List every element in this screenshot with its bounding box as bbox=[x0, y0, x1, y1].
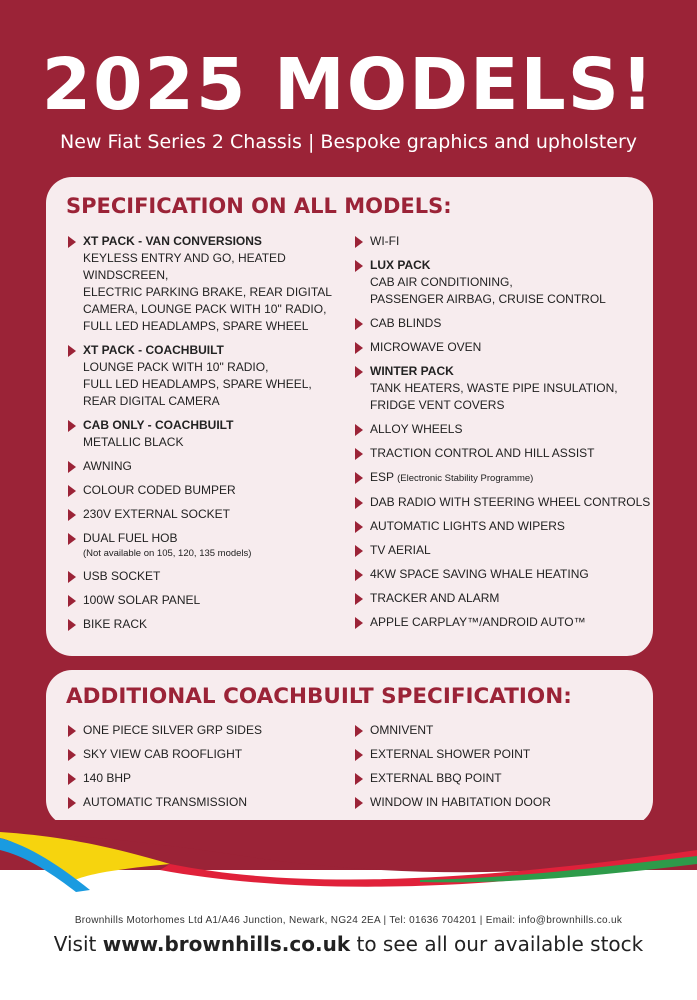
spec-item bbox=[353, 794, 625, 811]
spec-item-label bbox=[83, 616, 338, 633]
page-title: 2025 MODELS! bbox=[41, 43, 656, 126]
bullet-triangle-icon bbox=[68, 595, 76, 607]
spec-item-description: METALLIC BLACK bbox=[83, 435, 184, 449]
spec-item-label-text: WINTER PACK bbox=[370, 364, 454, 378]
spec-all-heading: SPECIFICATION ON ALL MODELS: bbox=[66, 194, 452, 218]
bullet-triangle-icon bbox=[355, 497, 363, 509]
spec-item-label-text: 230V EXTERNAL SOCKET bbox=[83, 507, 230, 521]
spec-item bbox=[66, 458, 338, 475]
spec-item bbox=[66, 417, 338, 451]
spec-item-label-text: EXTERNAL SHOWER POINT bbox=[370, 747, 531, 761]
spec-all-left-list bbox=[66, 233, 338, 640]
spec-item-label-text: OMNIVENT bbox=[370, 723, 434, 737]
bullet-triangle-icon bbox=[355, 366, 363, 378]
spec-all-right-list bbox=[353, 233, 651, 638]
spec-item-label bbox=[370, 494, 651, 511]
spec-item-label-text: CAB BLINDS bbox=[370, 316, 442, 330]
spec-item-label bbox=[83, 722, 338, 739]
spec-item-label-text: BIKE RACK bbox=[83, 617, 148, 631]
bullet-triangle-icon bbox=[355, 342, 363, 354]
spec-item-label bbox=[370, 339, 625, 356]
spec-item-label bbox=[370, 469, 625, 487]
spec-item-description: KEYLESS ENTRY AND GO, HEATED WINDSCREEN, ELECTRIC PARKING BRAKE, REAR DIGITAL CAMERA, LOUNGE PACK WITH 10" RADIO, FULL LED HEADLAMPS, SPARE WHEEL bbox=[83, 251, 332, 333]
spec-item-description: TANK HEATERS, WASTE PIPE INSULATION, FRIDGE VENT COVERS bbox=[370, 381, 618, 412]
spec-item-label-text: ALLOY WHEELS bbox=[370, 422, 463, 436]
spec-item-label bbox=[370, 315, 625, 332]
bullet-triangle-icon bbox=[355, 318, 363, 330]
coachbuilt-left-list bbox=[66, 722, 338, 818]
spec-item-label bbox=[370, 233, 625, 250]
spec-item-label-text: DUAL FUEL HOB bbox=[83, 531, 178, 545]
spec-item-label-text: WINDOW IN HABITATION DOOR bbox=[370, 795, 551, 809]
bullet-triangle-icon bbox=[68, 533, 76, 545]
spec-item bbox=[353, 542, 625, 559]
spec-item-label bbox=[370, 722, 625, 739]
spec-item-label bbox=[83, 233, 338, 250]
bullet-triangle-icon bbox=[68, 509, 76, 521]
spec-item bbox=[66, 530, 338, 561]
spec-item bbox=[66, 794, 338, 811]
spec-item bbox=[353, 494, 651, 511]
spec-item-label bbox=[370, 566, 625, 583]
spec-item bbox=[353, 566, 625, 583]
spec-item-label-text: 140 BHP bbox=[83, 771, 132, 785]
spec-item-label-text: MICROWAVE OVEN bbox=[370, 340, 482, 354]
spec-item-label bbox=[83, 770, 338, 787]
bullet-triangle-icon bbox=[355, 725, 363, 737]
spec-item-label-text: USB SOCKET bbox=[83, 569, 161, 583]
spec-item-label-text: TRACTION CONTROL AND HILL ASSIST bbox=[370, 446, 595, 460]
spec-item-label-text: APPLE CARPLAY™/ANDROID AUTO™ bbox=[370, 615, 586, 629]
spec-item-label-text: WI-FI bbox=[370, 234, 400, 248]
bullet-triangle-icon bbox=[355, 260, 363, 272]
bullet-triangle-icon bbox=[68, 619, 76, 631]
spec-item bbox=[353, 421, 625, 438]
spec-item-label-text: 4KW SPACE SAVING WHALE HEATING bbox=[370, 567, 589, 581]
bullet-triangle-icon bbox=[355, 593, 363, 605]
spec-item-label bbox=[83, 458, 338, 475]
spec-item bbox=[353, 590, 625, 607]
spec-item bbox=[353, 614, 625, 631]
spec-item bbox=[66, 482, 338, 499]
bullet-triangle-icon bbox=[355, 749, 363, 761]
bullet-triangle-icon bbox=[355, 545, 363, 557]
spec-item-label bbox=[370, 257, 625, 274]
spec-item-label-text: SKY VIEW CAB ROOFLIGHT bbox=[83, 747, 243, 761]
spec-item bbox=[353, 233, 625, 250]
spec-item-label-text: LUX PACK bbox=[370, 258, 431, 272]
spec-item-label-text: AUTOMATIC LIGHTS AND WIPERS bbox=[370, 519, 565, 533]
spec-item-label bbox=[370, 746, 625, 763]
bullet-triangle-icon bbox=[68, 749, 76, 761]
spec-item bbox=[353, 339, 625, 356]
spec-item-description: CAB AIR CONDITIONING, PASSENGER AIRBAG, CRUISE CONTROL bbox=[370, 275, 606, 306]
spec-item-label-text: 100W SOLAR PANEL bbox=[83, 593, 201, 607]
spec-item-label-text: XT PACK - COACHBUILT bbox=[83, 343, 224, 357]
spec-item-label-text: ONE PIECE SILVER GRP SIDES bbox=[83, 723, 262, 737]
spec-item-label bbox=[370, 614, 625, 631]
spec-item bbox=[66, 770, 338, 787]
spec-item bbox=[66, 568, 338, 585]
spec-item bbox=[353, 315, 625, 332]
bullet-triangle-icon bbox=[68, 236, 76, 248]
bullet-triangle-icon bbox=[68, 461, 76, 473]
spec-item-label bbox=[83, 794, 338, 811]
bullet-triangle-icon bbox=[355, 472, 363, 484]
spec-item-label bbox=[83, 592, 338, 609]
spec-item bbox=[66, 592, 338, 609]
coachbuilt-right-list bbox=[353, 722, 625, 818]
spec-item-label bbox=[83, 482, 338, 499]
spec-item-label bbox=[83, 530, 338, 547]
spec-item bbox=[353, 257, 625, 308]
bullet-triangle-icon bbox=[68, 797, 76, 809]
spec-item bbox=[66, 616, 338, 633]
coachbuilt-spec-card bbox=[46, 670, 653, 826]
spec-item bbox=[353, 518, 625, 535]
bullet-triangle-icon bbox=[68, 345, 76, 357]
spec-item-label-text: AUTOMATIC TRANSMISSION bbox=[83, 795, 248, 809]
spec-item-label bbox=[83, 506, 338, 523]
spec-item-note: (Electronic Stability Programme) bbox=[397, 473, 534, 484]
bullet-triangle-icon bbox=[68, 773, 76, 785]
decorative-wave bbox=[0, 820, 697, 900]
spec-item bbox=[66, 506, 338, 523]
footer-visit-prefix: Visit bbox=[53, 932, 97, 956]
spec-item-label bbox=[83, 746, 338, 763]
spec-item bbox=[353, 770, 625, 787]
spec-item-label bbox=[370, 770, 625, 787]
spec-item bbox=[353, 722, 625, 739]
bullet-triangle-icon bbox=[68, 420, 76, 432]
spec-item-label bbox=[370, 518, 625, 535]
spec-item-label bbox=[83, 342, 338, 359]
spec-item-label bbox=[370, 363, 625, 380]
spec-item bbox=[353, 445, 625, 462]
spec-item-label-text: EXTERNAL BBQ POINT bbox=[370, 771, 502, 785]
bullet-triangle-icon bbox=[355, 424, 363, 436]
spec-item bbox=[66, 722, 338, 739]
spec-all-models-card bbox=[46, 177, 653, 656]
bullet-triangle-icon bbox=[355, 773, 363, 785]
bullet-triangle-icon bbox=[355, 617, 363, 629]
spec-item-label bbox=[83, 417, 338, 434]
spec-item bbox=[66, 233, 338, 335]
spec-item-description: LOUNGE PACK WITH 10" RADIO, FULL LED HEADLAMPS, SPARE WHEEL, REAR DIGITAL CAMERA bbox=[83, 360, 312, 408]
spec-item-note: (Not available on 105, 120, 135 models) bbox=[83, 548, 252, 559]
footer-address: Brownhills Motorhomes Ltd A1/A46 Junction, Newark, NG24 2EA | Tel: 01636 704201 | Email: info@brownhills.co.uk bbox=[74, 915, 623, 926]
spec-item-label-text: TV AERIAL bbox=[370, 543, 431, 557]
spec-item-label-text: TRACKER AND ALARM bbox=[370, 591, 500, 605]
bullet-triangle-icon bbox=[355, 797, 363, 809]
spec-item-label-text: AWNING bbox=[83, 459, 132, 473]
page-subtitle: New Fiat Series 2 Chassis | Bespoke graphics and upholstery bbox=[59, 131, 637, 153]
spec-item-label bbox=[370, 590, 625, 607]
spec-item-label-text: XT PACK - VAN CONVERSIONS bbox=[83, 234, 262, 248]
footer-website-link[interactable]: www.brownhills.co.uk bbox=[102, 932, 351, 956]
spec-item bbox=[66, 342, 338, 410]
spec-item bbox=[353, 363, 625, 414]
spec-item-label bbox=[370, 445, 625, 462]
spec-item-label-text: COLOUR CODED BUMPER bbox=[83, 483, 236, 497]
bullet-triangle-icon bbox=[68, 571, 76, 583]
bullet-triangle-icon bbox=[355, 569, 363, 581]
bullet-triangle-icon bbox=[355, 236, 363, 248]
spec-item-label bbox=[370, 421, 625, 438]
spec-item-label bbox=[370, 794, 625, 811]
spec-item-label bbox=[83, 568, 338, 585]
spec-item-label-text: ESP bbox=[370, 470, 394, 484]
footer-visit-suffix: to see all our available stock bbox=[356, 932, 644, 956]
spec-item-label bbox=[370, 542, 625, 559]
bullet-triangle-icon bbox=[68, 485, 76, 497]
coachbuilt-heading: ADDITIONAL COACHBUILT SPECIFICATION: bbox=[66, 684, 572, 709]
bullet-triangle-icon bbox=[68, 725, 76, 737]
spec-item bbox=[353, 469, 625, 487]
spec-item bbox=[353, 746, 625, 763]
spec-item bbox=[66, 746, 338, 763]
spec-item-label-text: DAB RADIO WITH STEERING WHEEL CONTROLS bbox=[370, 495, 651, 509]
spec-item-label-text: CAB ONLY - COACHBUILT bbox=[83, 418, 234, 432]
bullet-triangle-icon bbox=[355, 448, 363, 460]
bullet-triangle-icon bbox=[355, 521, 363, 533]
footer-visit-line bbox=[0, 928, 697, 960]
